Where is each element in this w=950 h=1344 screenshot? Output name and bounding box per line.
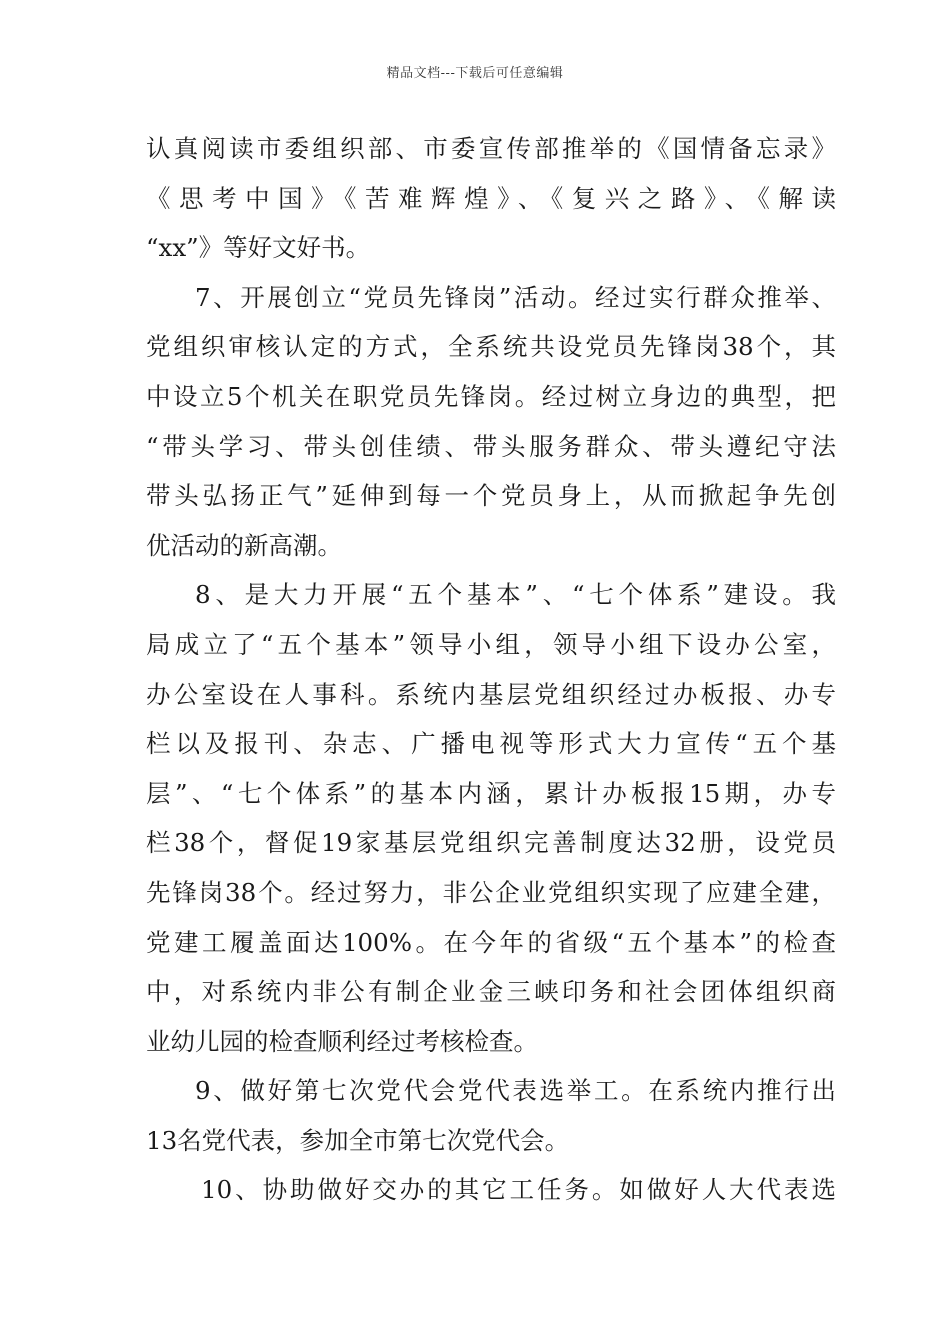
text-line: “xx”》等好文好书。 <box>146 233 371 263</box>
text-line: 13名党代表，参加全市第七次党代会。 <box>146 1125 570 1155</box>
text-line: 层”、“七个体系”的基本内涵，累计办板报15期，办专 <box>146 778 836 808</box>
text-line: 栏以及报刊、杂志、广播电视等形式大力宣传“五个基 <box>146 729 836 759</box>
text-line: 办公室设在人事科。系统内基层党组织经过办板报、办专 <box>146 679 836 709</box>
text-line: 中，对系统内非公有制企业金三峡印务和社会团体组织商 <box>146 977 836 1007</box>
text-line: 《思考中国》《苦难辉煌》、《复兴之路》、《解读 <box>146 183 836 213</box>
text-line: 优活动的新高潮。 <box>146 530 342 560</box>
document-body <box>146 124 836 1215</box>
paragraph-first-line: 8、是大力开展“五个基本”、“七个体系”建设。我 <box>195 580 836 610</box>
text-line: 业幼儿园的检查顺利经过考核检查。 <box>146 1026 538 1056</box>
text-line: 党组织审核认定的方式，全系统共设党员先锋岗38个，其 <box>146 332 836 362</box>
text-line: 带头弘扬正气”延伸到每一个党员身上，从而掀起争先创 <box>146 481 836 511</box>
page-header: 精品文档---下载后可任意编辑 <box>386 66 564 81</box>
text-line: 局成立了“五个基本”领导小组，领导小组下设办公室， <box>146 629 836 659</box>
text-line: 认真阅读市委组织部、市委宣传部推举的《国情备忘录》 <box>146 134 836 163</box>
text-line: 先锋岗38个。经过努力，非公企业党组织实现了应建全建， <box>146 877 836 907</box>
text-line: 栏38个，督促19家基层党组织完善制度达32册，设党员 <box>146 828 836 858</box>
paragraph-first-line: 10、协助做好交办的其它工任务。如做好人大代表选 <box>201 1175 836 1205</box>
text-line: “带头学习、带头创佳绩、带头服务群众、带头遵纪守法 <box>146 431 836 461</box>
text-line: 中设立5个机关在职党员先锋岗。经过树立身边的典型，把 <box>146 381 836 411</box>
paragraph-first-line: 7、开展创立“党员先锋岗”活动。经过实行群众推举、 <box>195 282 836 312</box>
paragraph-first-line: 9、做好第七次党代会党代表选举工。在系统内推行出 <box>195 1076 836 1106</box>
text-line: 党建工履盖面达100%。在今年的省级“五个基本”的检查 <box>146 927 836 957</box>
